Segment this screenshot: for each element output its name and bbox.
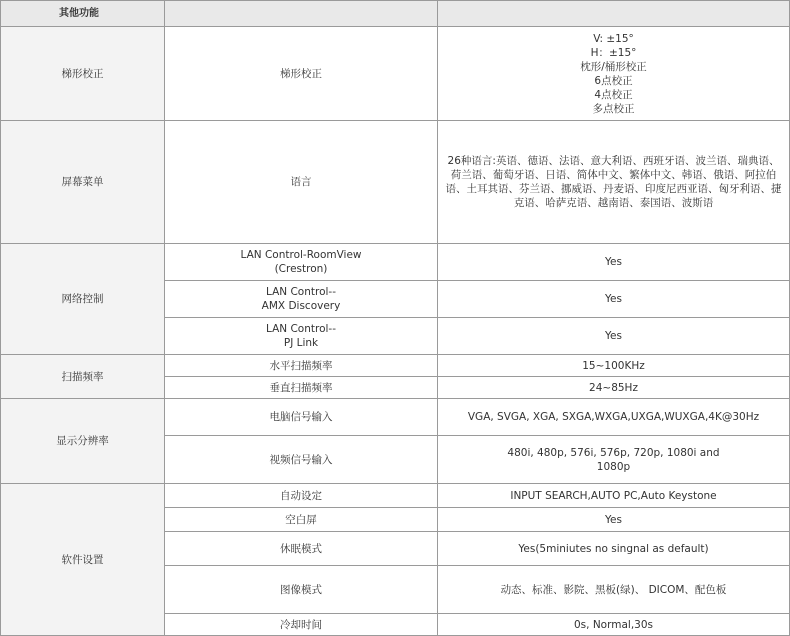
network-row: [1, 244, 790, 281]
section-header-row: [1, 1, 790, 27]
software-group: 软件设置: [1, 484, 165, 636]
osd-item: 语言: [165, 121, 438, 244]
resolution-row: [1, 399, 790, 436]
scan-group: 扫描频率: [1, 355, 165, 399]
software-value: 0s, Normal,30s: [438, 614, 790, 636]
section-header-blank-1: [165, 1, 438, 27]
keystone-value: V: ±15°: [593, 32, 634, 45]
resolution-group: 显示分辨率: [1, 399, 165, 484]
network-item-line: AMX Discovery: [261, 300, 341, 312]
network-item-line: LAN Control--: [266, 323, 336, 335]
osd-languages: 26种语言:英语、德语、法语、意大利语、西班牙语、波兰语、瑞典语、荷兰语、葡萄牙语、日语、简体中文、繁体中文、韩语、俄语、阿拉伯语、土耳其语、芬兰语、挪威语、丹麦语、印度尼西亚语、匈牙利语、捷克语、哈萨克语、越南语、泰国语、波斯语: [438, 121, 790, 244]
scan-item: 垂直扫描频率: [165, 377, 438, 399]
network-item: [165, 244, 438, 281]
network-item-line: LAN Control-RoomView: [240, 249, 362, 261]
resolution-value-line: 480i, 480p, 576i, 576p, 720p, 1080i and: [507, 446, 720, 459]
scan-row: [1, 355, 790, 377]
resolution-item: 电脑信号输入: [165, 399, 438, 436]
network-item: [165, 318, 438, 355]
software-value: 动态、标准、影院、黑板(绿)、 DICOM、配色板: [438, 566, 790, 614]
software-value: INPUT SEARCH,AUTO PC,Auto Keystone: [438, 484, 790, 508]
keystone-values: [438, 27, 790, 121]
keystone-value: 6点校正: [594, 74, 633, 87]
keystone-value: 枕形/桶形校正: [580, 60, 647, 73]
keystone-item: 梯形校正: [165, 27, 438, 121]
resolution-value: [438, 399, 790, 436]
network-item-line: PJ Link: [283, 337, 319, 349]
resolution-item: 视频信号输入: [165, 436, 438, 484]
resolution-value-line: 1080p: [596, 460, 631, 473]
network-value: Yes: [438, 244, 790, 281]
software-value: Yes(5miniutes no singnal as default): [438, 532, 790, 566]
network-value: Yes: [438, 318, 790, 355]
network-item-line: LAN Control--: [266, 286, 336, 298]
software-item: 空白屏: [165, 508, 438, 532]
scan-value: 24~85Hz: [438, 377, 790, 399]
software-value: Yes: [438, 508, 790, 532]
network-item: [165, 281, 438, 318]
network-value: Yes: [438, 281, 790, 318]
section-title: 其他功能: [1, 1, 165, 27]
scan-item: 水平扫描频率: [165, 355, 438, 377]
software-item: 休眠模式: [165, 532, 438, 566]
software-item: 自动设定: [165, 484, 438, 508]
software-item: 冷却时间: [165, 614, 438, 636]
keystone-group: 梯形校正: [1, 27, 165, 121]
software-row: [1, 484, 790, 508]
network-item-line: (Crestron): [274, 263, 328, 275]
osd-row: [1, 121, 790, 244]
keystone-value: 4点校正: [594, 88, 633, 101]
keystone-row: [1, 27, 790, 121]
keystone-value: 多点校正: [592, 102, 635, 115]
software-item: 图像模式: [165, 566, 438, 614]
resolution-value: [438, 436, 790, 484]
osd-group: 屏幕菜单: [1, 121, 165, 244]
resolution-value-line: VGA, SVGA, XGA, SXGA,WXGA,UXGA,WUXGA,4K@30Hz: [467, 411, 760, 423]
keystone-value: H：±15°: [590, 46, 637, 59]
scan-value: 15~100KHz: [438, 355, 790, 377]
section-header-blank-2: [438, 1, 790, 27]
network-group: 网络控制: [1, 244, 165, 355]
